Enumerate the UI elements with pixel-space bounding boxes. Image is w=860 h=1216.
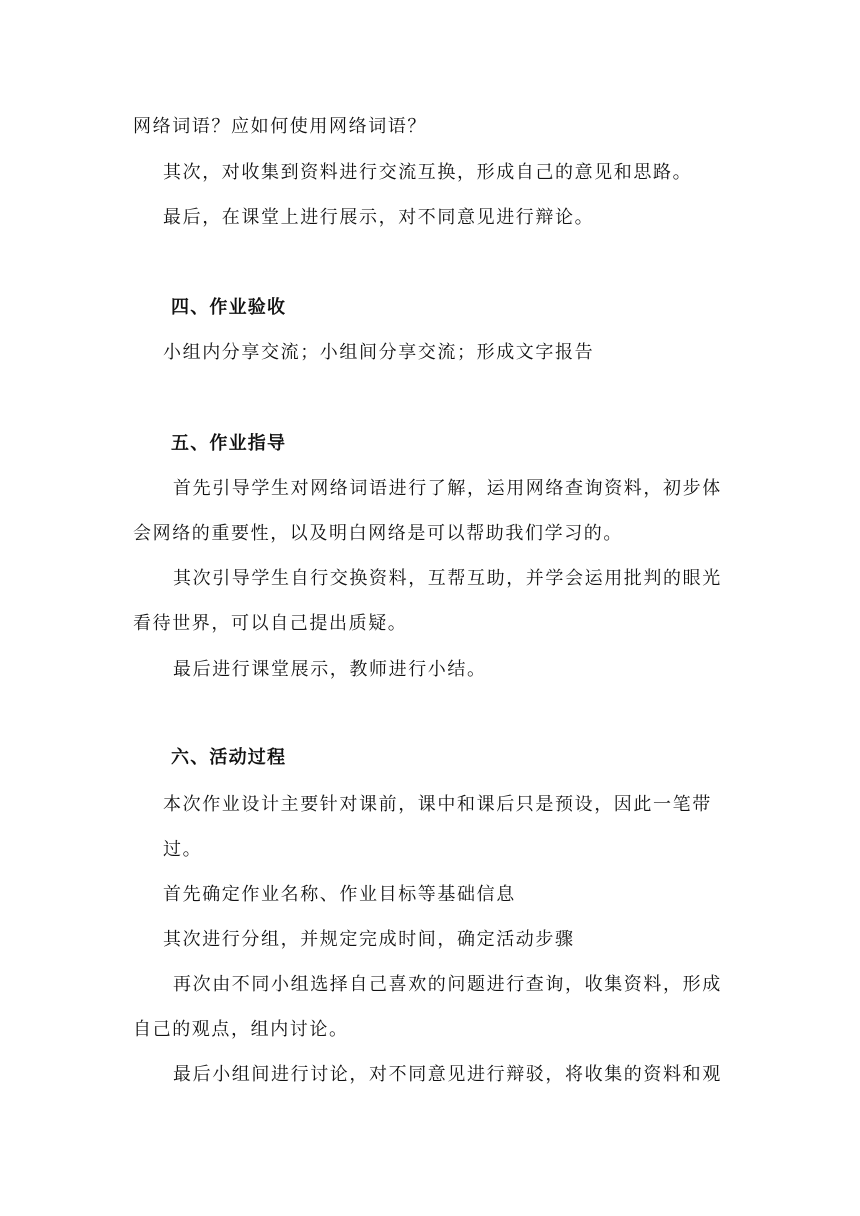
section4-line1: 小组内分享交流；小组间分享交流；形成文字报告	[163, 342, 595, 363]
section6-p4-line2: 自己的观点，组内讨论。	[133, 1019, 349, 1040]
section4-heading: 四、作业验收	[171, 297, 287, 318]
section6-p5-line1: 最后小组间进行讨论，对不同意见进行辩驳，将收集的资料和观	[173, 1064, 722, 1085]
section5-p1-line1: 首先引导学生对网络词语进行了解，运用网络查询资料，初步体	[173, 478, 722, 499]
section6-p1-line2: 过。	[163, 839, 203, 860]
section5-p3-line1: 最后进行课堂展示，教师进行小结。	[173, 659, 487, 680]
section5-p2-line1: 其次引导学生自行交换资料，互帮互助，并学会运用批判的眼光	[173, 568, 722, 589]
section3-line2: 其次，对收集到资料进行交流互换，形成自己的意见和思路。	[163, 162, 693, 183]
section6-heading: 六、活动过程	[171, 747, 287, 768]
section5-heading: 五、作业指导	[171, 433, 287, 454]
section6-p4-line1: 再次由不同小组选择自己喜欢的问题进行查询，收集资料，形成	[173, 974, 722, 995]
section6-p3-line1: 其次进行分组，并规定完成时间，确定活动步骤	[163, 929, 575, 950]
section5-p2-line2: 看待世界，可以自己提出质疑。	[133, 613, 408, 634]
section6-p1-line1: 本次作业设计主要针对课前，课中和课后只是预设，因此一笔带	[163, 794, 712, 815]
section3-continuation: 网络词语？应如何使用网络词语？	[133, 116, 427, 137]
section3-line3: 最后，在课堂上进行展示，对不同意见进行辩论。	[163, 207, 595, 228]
section6-p2-line1: 首先确定作业名称、作业目标等基础信息	[163, 884, 516, 905]
section5-p1-line2: 会网络的重要性，以及明白网络是可以帮助我们学习的。	[133, 523, 623, 544]
